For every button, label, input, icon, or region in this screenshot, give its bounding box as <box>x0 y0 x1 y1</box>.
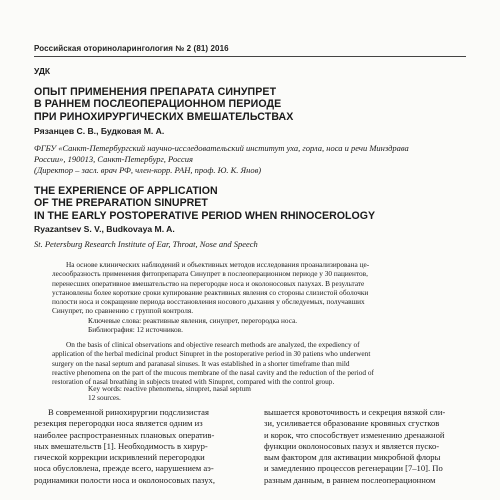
body-right-line: и корок, что способствует изменению дренажной <box>264 429 445 440</box>
abstract-ru-line: полости носа и сокращение периода восстановления носового дыхания у обследуемых, получавших <box>52 297 365 307</box>
body-right-line: вым фактором для активации микробной флоры <box>264 452 441 463</box>
abstract-ru-line: лесообразность применения фитопрепарата Синупрет в послеоперационном периоде у 30 пациентов, <box>52 269 368 279</box>
abstract-en-line: surgery on the nasal septum and paranasal sinuses. It was established in a shorter timeframe than mild <box>52 358 350 368</box>
body-right-line: и замедлению процессов регенерации [7–10]. По <box>264 463 443 474</box>
authors-russian: Рязанцев С. В., Будковая М. А. <box>34 126 165 136</box>
body-right-line: вышается кровоточивость и секреция вязкой сли- <box>264 407 446 417</box>
abstract-en-line: On the basis of clinical observations and objective research methods are analyzed, the expediency of <box>66 340 360 349</box>
title-en-line: THE EXPERIENCE OF APPLICATION <box>34 185 218 197</box>
title-english <box>34 185 474 222</box>
body-right-line: функции околоносовых пазух и является пуско- <box>264 440 440 451</box>
abstract-en-line: reactive phenomena on the part of the mucous membrane of the nasal cavity and the reduction of the period of <box>52 367 374 377</box>
abstract-en-line: application of the herbal medicinal product Sinupret in the postoperative period in 30 patiens who underwent <box>52 349 371 359</box>
abstract-ru-line: Синупрет, по сравнению с группой контроля. <box>52 306 194 316</box>
abstract-russian <box>52 260 470 316</box>
body-left-line: наиболее распространенных плановых оператив- <box>34 429 215 440</box>
title-en-line: OF THE PREPARATION SINUPRET <box>34 197 208 210</box>
bibliography-russian: Библиография: 12 источников. <box>88 325 183 334</box>
body-column-right <box>264 407 464 486</box>
keywords-russian: Ключевые слова: реактивные явления, синупрет, перегородка носа. <box>88 316 298 325</box>
abstract-ru-line: установлены более короткие сроки купирование реактивных явления со стороны слизистой оболочки <box>52 287 369 297</box>
affiliation-english: St. Petersburg Research Institute of Ear, Throat, Nose and Speech <box>34 239 258 249</box>
title-en-line: IN THE EARLY POSTOPERATIVE PERIOD WHEN RHINOCEROLOGY <box>34 209 376 222</box>
body-left-line: резекция перегородки носа является одним из <box>34 418 203 429</box>
body-right-line: зи, усиливается образование кровяных сгустков <box>264 418 440 429</box>
abstract-ru-line: На основе клинических наблюдений и объективных методов исследования проанализирована це- <box>66 260 370 269</box>
bibliography-english: 12 sources. <box>88 393 121 402</box>
body-right-line: разным данным, в раннем послеоперационном <box>264 474 436 485</box>
title-ru-line: В РАННЕМ ПОСЛЕОПЕРАЦИОННОМ ПЕРИОДЕ <box>34 98 282 111</box>
abstract-en-line: restoration of nasal breathing in subjects treated with Sinupret, compared with the control group. <box>52 377 335 387</box>
body-left-line: родинамики полости носа и околоносовых пазух, <box>34 474 216 485</box>
title-ru-line: ПРИ РИНОХИРУРГИЧЕСКИХ ВМЕШАТЕЛЬСТВАХ <box>34 110 294 123</box>
abstract-english <box>52 340 470 386</box>
body-left-line: гической коррекции искривлений перегородки <box>34 452 205 463</box>
authors-english: Ryazantsev S. V., Budkovaya M. A. <box>34 224 175 234</box>
body-left-line: носа обусловлена, прежде всего, нарушением аэ- <box>34 463 214 474</box>
affil-ru-line: России», 190013, Санкт-Петербург, Россия <box>34 154 193 164</box>
abstract-ru-line: перенесших оперативное вмешательство на перегородке носа и околоносовых пазухах. В результате <box>52 278 365 288</box>
body-column-left <box>34 407 234 486</box>
journal-header: Российская оториноларингология № 2 (81) 2016 <box>34 44 229 53</box>
affiliation-russian <box>34 143 474 176</box>
header-rule <box>34 56 466 57</box>
title-ru-line: ОПЫТ ПРИМЕНЕНИЯ ПРЕПАРАТА СИНУПРЕТ <box>34 86 277 98</box>
udk-label: УДК <box>34 66 51 76</box>
body-left-line: В современной ринохирургии подслизистая <box>48 407 209 417</box>
keywords-english: Key words: reactive phenomena, sinupret, nasal septum <box>88 384 251 393</box>
title-russian <box>34 86 474 123</box>
affil-ru-line: ФГБУ «Санкт-Петербургский научно-исследовательский институт уха, горла, носа и речи Минздрава <box>34 143 409 153</box>
affil-ru-line: (Директор – засл. врач РФ, член-корр. РАН, проф. Ю. К. Янов) <box>34 165 262 175</box>
body-left-line: ных вмешательств [1]. Необходимость в хирур- <box>34 440 208 451</box>
